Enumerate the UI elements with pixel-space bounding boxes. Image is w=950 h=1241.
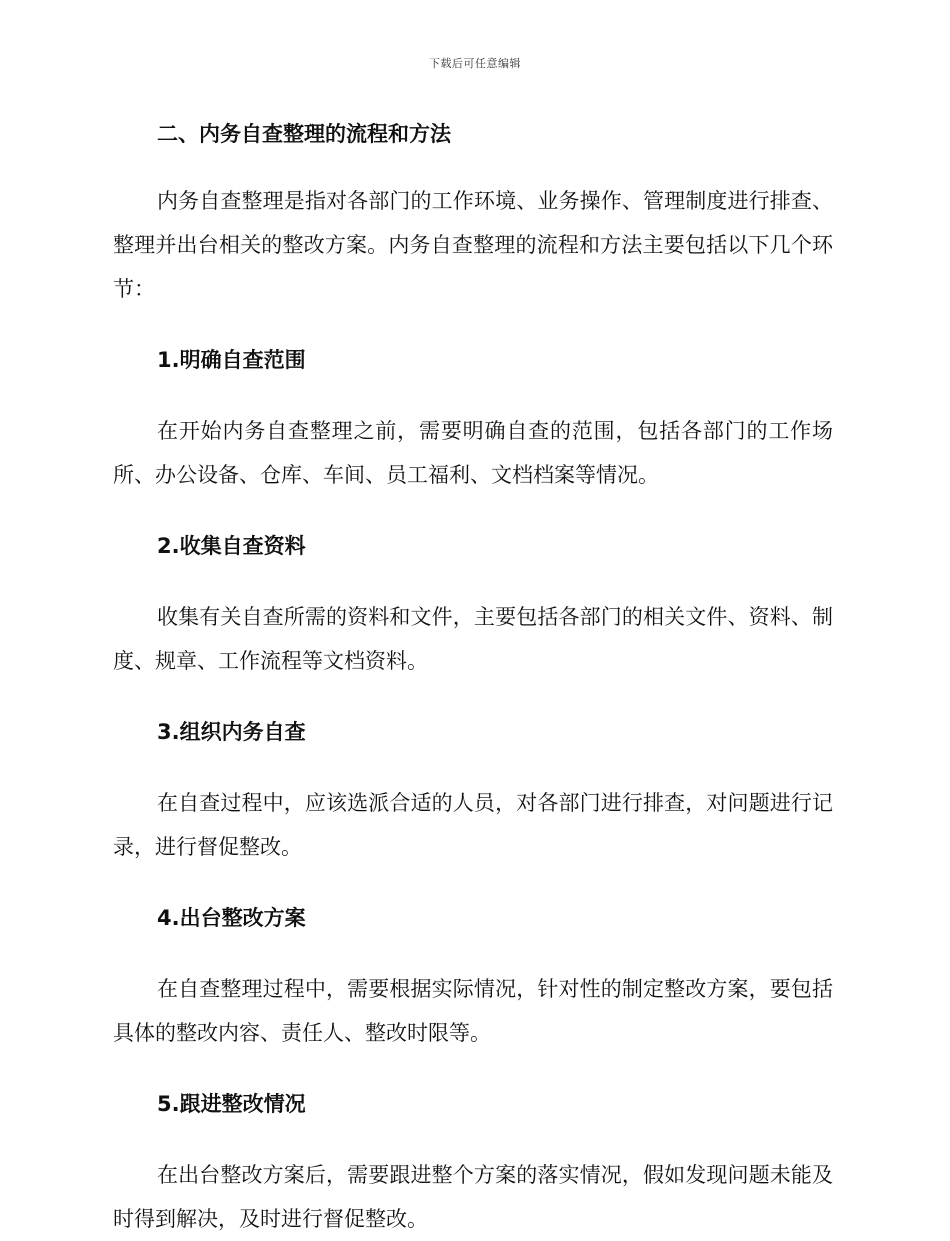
header-note: 下载后可任意编辑 <box>429 57 521 70</box>
step-body-1: 在开始内务自查整理之前，需要明确自查的范围，包括各部门的工作场所、办公设备、仓库、车间、员工福利、文档档案等情况。 <box>113 419 833 487</box>
intro-paragraph: 内务自查整理是指对各部门的工作环境、业务操作、管理制度进行排查、整理并出台相关的整改方案。内务自查整理的流程和方法主要包括以下几个环节： <box>113 189 833 301</box>
step-body-5: 在出台整改方案后，需要跟进整个方案的落实情况，假如发现问题未能及时得到解决，及时进行督促整改。 <box>113 1163 833 1231</box>
document-body <box>113 112 833 1241</box>
step-heading-2: 2.收集自查资料 <box>157 534 306 558</box>
step-heading-3: 3.组织内务自查 <box>157 720 306 744</box>
step-heading-4: 4.出台整改方案 <box>157 906 306 930</box>
step-body-2: 收集有关自查所需的资料和文件，主要包括各部门的相关文件、资料、制度、规章、工作流程等文档资料。 <box>113 605 833 673</box>
step-body-4: 在自查整理过程中，需要根据实际情况，针对性的制定整改方案，要包括具体的整改内容、责任人、整改时限等。 <box>113 977 833 1045</box>
step-heading-5: 5.跟进整改情况 <box>157 1092 306 1116</box>
step-body-3: 在自查过程中，应该选派合适的人员，对各部门进行排查，对问题进行记录，进行督促整改。 <box>113 791 833 859</box>
section-title: 二、内务自查整理的流程和方法 <box>157 122 451 146</box>
step-heading-1: 1.明确自查范围 <box>157 348 306 372</box>
